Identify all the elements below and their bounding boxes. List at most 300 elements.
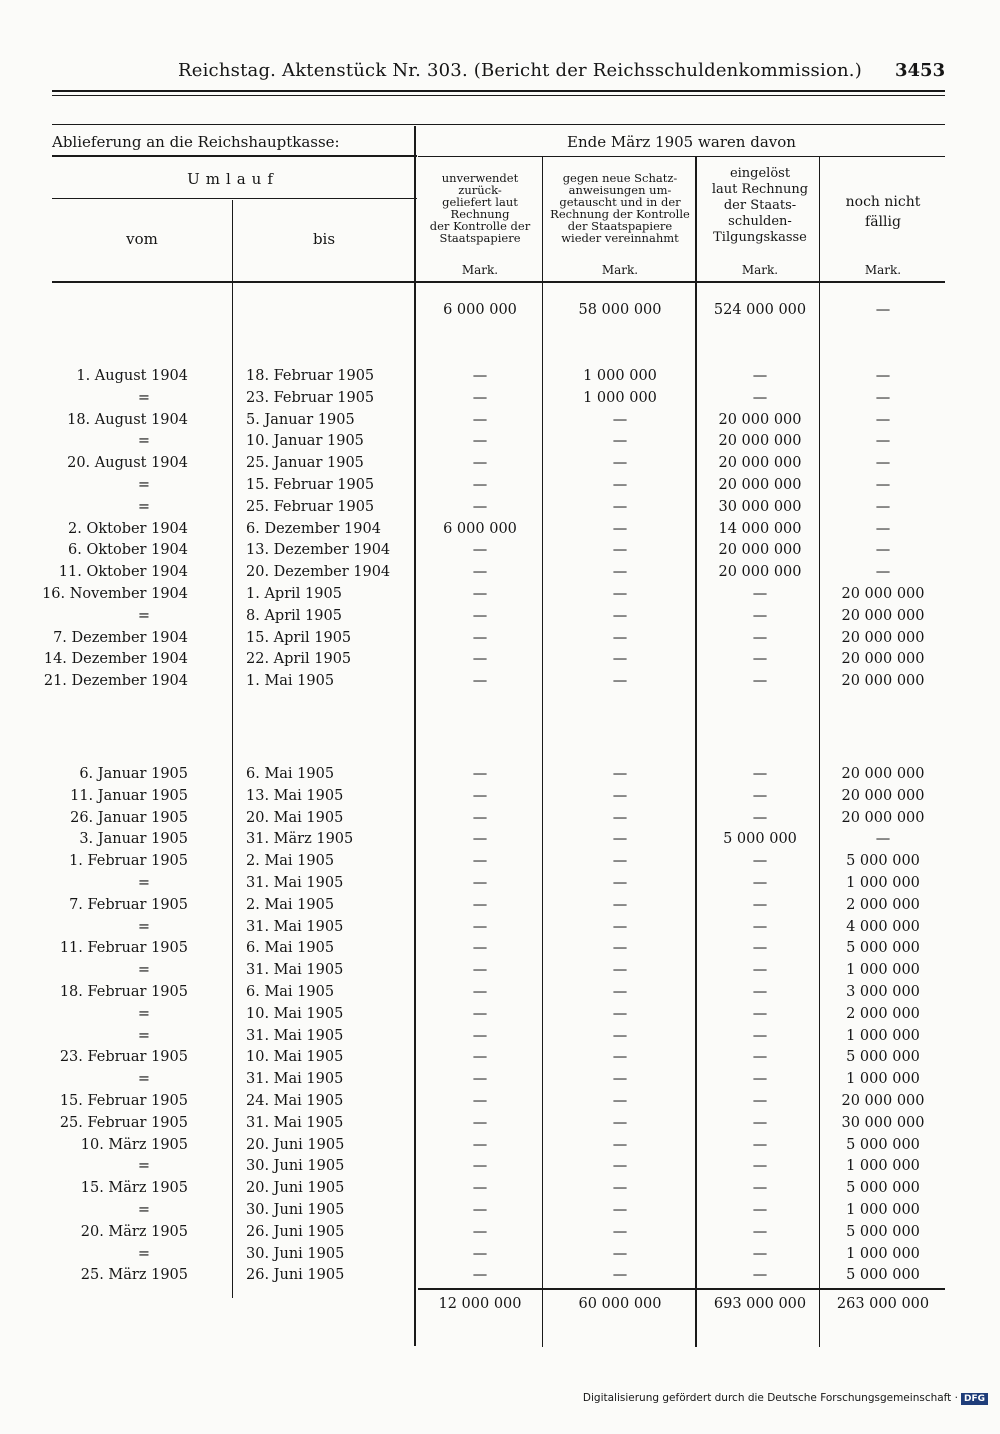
cell-vom: 1. August 1904	[76, 368, 188, 384]
cell-vom: =	[137, 477, 150, 493]
cell-amount: —	[612, 564, 628, 581]
cell-amount: 5 000 000	[846, 940, 920, 957]
cell-amount: 4 000 000	[846, 918, 920, 935]
cell-amount: 1 000 000	[846, 1245, 920, 1262]
cell-amount: —	[752, 629, 768, 646]
header-rule-top	[52, 90, 945, 92]
cell-amount: 20 000 000	[841, 651, 925, 668]
cell-bis: 1. April 1905	[246, 586, 342, 602]
cell-amount: —	[752, 940, 768, 957]
table-row	[0, 897, 1000, 919]
cell-amount: —	[612, 477, 628, 493]
cell-amount: 5 000 000	[846, 853, 920, 870]
cell-amount: —	[472, 607, 488, 624]
cell-vom: =	[137, 962, 150, 979]
table-row	[0, 368, 1000, 390]
cell-amount: —	[472, 766, 488, 782]
cell-amount: —	[752, 1245, 768, 1262]
cell-amount: —	[472, 368, 488, 384]
table-row	[0, 651, 1000, 673]
table-row	[0, 673, 1000, 695]
cell-vom: 16. November 1904	[42, 586, 188, 602]
cell-amount: —	[472, 809, 488, 826]
cell-amount: —	[472, 498, 488, 515]
cell-vom: =	[137, 607, 150, 624]
table-row	[0, 630, 1000, 652]
cell-bis: 30. Juni 1905	[246, 1202, 345, 1218]
cell-bis: 2. Mai 1905	[246, 853, 335, 870]
cell-amount: 20 000 000	[718, 455, 802, 472]
cell-amount: —	[875, 520, 891, 537]
cell-bis: 31. Mai 1905	[246, 962, 344, 979]
cell-bis: 31. Mai 1905	[246, 918, 344, 935]
cell-amount: —	[752, 1114, 768, 1131]
table-row	[0, 984, 1000, 1006]
cell-amount: 14 000 000	[718, 520, 802, 537]
dfg-logo: DFG	[961, 1393, 988, 1405]
cell-amount: —	[612, 962, 628, 979]
cell-bis: 31. Mai 1905	[246, 1114, 344, 1131]
cell-vom: =	[137, 1027, 150, 1044]
cell-vom: =	[137, 498, 150, 515]
cell-vom: 23. Februar 1905	[59, 1049, 188, 1066]
table-row	[0, 1202, 1000, 1224]
cell-vom: =	[137, 433, 150, 450]
cell-bis: 18. Februar 1905	[246, 368, 375, 384]
left-header: Ablieferung an die Reichshauptkasse:	[52, 133, 340, 151]
cell-bis: 31. Mai 1905	[246, 1071, 344, 1088]
table-row	[0, 412, 1000, 434]
cell-vom: 7. Februar 1905	[69, 896, 188, 913]
cell-amount: —	[472, 673, 488, 690]
first-summary-row	[0, 302, 1000, 324]
cell-amount: —	[752, 984, 768, 1000]
cell-vom: =	[137, 389, 150, 406]
cell-amount: 20 000 000	[841, 673, 925, 690]
cell-amount: —	[612, 1245, 628, 1262]
cell-amount: —	[875, 389, 891, 406]
cell-bis: 13. Dezember 1904	[246, 542, 391, 559]
cell-amount: —	[472, 831, 488, 848]
cell-amount: —	[472, 542, 488, 559]
table-row	[0, 766, 1000, 788]
cell-bis: 24. Mai 1905	[246, 1093, 344, 1109]
cell-amount: —	[752, 651, 768, 668]
cell-amount: —	[752, 1202, 768, 1218]
table-row	[0, 390, 1000, 412]
cell-bis: 13. Mai 1905	[246, 787, 344, 804]
cell-amount: —	[875, 564, 891, 581]
cell-bis: 1. Mai 1905	[246, 673, 335, 690]
cell-bis: 15. April 1905	[246, 629, 352, 646]
cell-amount: —	[472, 1049, 488, 1066]
cell-amount: —	[875, 831, 891, 848]
col1-header: unverwendet zurück- geliefert laut Rechnung der Kontrolle der Staatspapiere	[429, 171, 531, 245]
cell-amount: 1 000 000	[846, 875, 920, 891]
cell-amount: 20 000 000	[841, 629, 925, 646]
cell-amount: 5 000 000	[846, 1267, 920, 1284]
footer-text: Digitalisierung gefördert durch die Deutsche Forschungsgemeinschaft ·	[582, 1392, 958, 1404]
table-row	[0, 499, 1000, 521]
cell-vom: =	[137, 918, 150, 935]
table-row	[0, 919, 1000, 941]
col4-unit: Mark.	[864, 263, 902, 277]
cell-vom: 1. Februar 1905	[69, 853, 188, 870]
cell-amount: 20 000 000	[718, 411, 802, 428]
col3-unit: Mark.	[741, 263, 779, 277]
cell-amount: —	[472, 984, 488, 1000]
cell-amount: —	[612, 1158, 628, 1175]
table-row	[0, 608, 1000, 630]
cell-amount: —	[612, 766, 628, 782]
cell-amount: —	[612, 940, 628, 957]
cell-amount: 20 000 000	[841, 766, 925, 782]
cell-amount: —	[612, 787, 628, 804]
page-header	[0, 60, 1000, 86]
table-row	[0, 1267, 1000, 1289]
cell-amount: 20 000 000	[841, 1093, 925, 1109]
cell-amount: —	[472, 564, 488, 581]
cell-amount: —	[752, 1158, 768, 1175]
cell-bis: 31. Mai 1905	[246, 875, 344, 891]
cell-bis: 20. Mai 1905	[246, 809, 344, 826]
table-row	[0, 1246, 1000, 1268]
cell-amount: 20 000 000	[841, 787, 925, 804]
cell-bis: 26. Juni 1905	[246, 1223, 345, 1240]
table-row	[0, 1071, 1000, 1093]
cell-amount: —	[472, 1158, 488, 1175]
table-row	[0, 1224, 1000, 1246]
cell-amount: —	[875, 433, 891, 450]
table-row	[0, 875, 1000, 897]
cell-amount: 2 000 000	[846, 1005, 920, 1022]
cell-bis: 10. Mai 1905	[246, 1005, 344, 1022]
cell-vom: 11. Februar 1905	[59, 940, 188, 957]
table-row	[0, 1180, 1000, 1202]
cell-amount: —	[472, 1245, 488, 1262]
cell-vom: =	[137, 875, 150, 891]
cell-amount: 20 000 000	[718, 433, 802, 450]
cell-amount: 1 000 000	[846, 1202, 920, 1218]
cell-bis: 23. Februar 1905	[246, 389, 375, 406]
cell-amount: 3 000 000	[846, 984, 920, 1000]
cell-amount: —	[612, 455, 628, 472]
cell-amount: —	[752, 896, 768, 913]
cell-amount: 58 000 000	[578, 302, 662, 318]
total-amount: 12 000 000	[438, 1296, 522, 1312]
col4-header: noch nicht fällig	[845, 194, 921, 230]
cell-bis: 30. Juni 1905	[246, 1158, 345, 1175]
cell-bis: 2. Mai 1905	[246, 896, 335, 913]
cell-vom: 10. März 1905	[80, 1136, 188, 1153]
cell-amount: —	[612, 673, 628, 690]
table-row	[0, 521, 1000, 543]
cell-amount: 20 000 000	[841, 586, 925, 602]
cell-amount: 30 000 000	[718, 498, 802, 515]
cell-amount: —	[612, 1267, 628, 1284]
total-amount: 263 000 000	[836, 1296, 930, 1312]
table-row	[0, 1049, 1000, 1071]
cell-amount: —	[752, 809, 768, 826]
table-row	[0, 586, 1000, 608]
table-row	[0, 1006, 1000, 1028]
cell-amount: —	[752, 1027, 768, 1044]
cell-amount: —	[752, 766, 768, 782]
cell-amount: —	[612, 1005, 628, 1022]
cell-vom: 11. Oktober 1904	[58, 564, 188, 581]
cell-amount: 1 000 000	[846, 962, 920, 979]
cell-amount: —	[752, 918, 768, 935]
cell-amount: —	[472, 1093, 488, 1109]
cell-amount: —	[752, 1223, 768, 1240]
cell-vom: 25. Februar 1905	[59, 1114, 188, 1131]
cell-amount: —	[612, 1027, 628, 1044]
cell-amount: 5 000 000	[846, 1180, 920, 1197]
cell-bis: 25. Februar 1905	[246, 498, 375, 515]
cell-amount: 20 000 000	[718, 542, 802, 559]
cell-vom: 25. März 1905	[80, 1267, 188, 1284]
cell-amount: 20 000 000	[841, 607, 925, 624]
cell-bis: 10. Mai 1905	[246, 1049, 344, 1066]
cell-amount: —	[612, 1049, 628, 1066]
cell-amount: —	[875, 302, 891, 318]
cell-amount: —	[875, 542, 891, 559]
cell-bis: 10. Januar 1905	[246, 433, 364, 450]
cell-amount: 1 000 000	[583, 389, 657, 406]
cell-amount: —	[612, 1071, 628, 1088]
totals-row	[0, 1296, 1000, 1318]
cell-amount: —	[752, 1005, 768, 1022]
cell-amount: —	[472, 1027, 488, 1044]
cell-amount: 6 000 000	[443, 520, 517, 537]
table-row	[0, 433, 1000, 455]
table-row	[0, 788, 1000, 810]
cell-amount: 20 000 000	[841, 809, 925, 826]
cell-amount: —	[875, 368, 891, 384]
cell-amount: —	[472, 875, 488, 891]
cell-amount: —	[752, 1093, 768, 1109]
cell-vom: 14. Dezember 1904	[43, 651, 188, 668]
cell-amount: 1 000 000	[846, 1158, 920, 1175]
cell-amount: —	[472, 1136, 488, 1153]
cell-amount: 30 000 000	[841, 1114, 925, 1131]
cell-amount: 5 000 000	[846, 1223, 920, 1240]
cell-amount: —	[472, 940, 488, 957]
col1-unit: Mark.	[461, 263, 499, 277]
cell-amount: —	[875, 477, 891, 493]
cell-amount: 20 000 000	[718, 564, 802, 581]
cell-bis: 6. Mai 1905	[246, 984, 335, 1000]
cell-vom: 18. Februar 1905	[59, 984, 188, 1000]
cell-amount: —	[612, 651, 628, 668]
header-rule-bottom	[52, 95, 945, 96]
cell-amount: —	[752, 368, 768, 384]
cell-bis: 20. Dezember 1904	[246, 564, 391, 581]
cell-amount: —	[875, 498, 891, 515]
cell-vom: =	[137, 1005, 150, 1022]
cell-amount: —	[752, 962, 768, 979]
cell-amount: —	[472, 1223, 488, 1240]
cell-vom: 6. Oktober 1904	[68, 542, 188, 559]
cell-amount: —	[752, 1136, 768, 1153]
cell-amount: —	[472, 1267, 488, 1284]
cell-amount: —	[612, 875, 628, 891]
umlauf-rule	[52, 198, 417, 199]
cell-amount: —	[472, 586, 488, 602]
cell-vom: 6. Januar 1905	[79, 766, 188, 782]
cell-amount: 2 000 000	[846, 896, 920, 913]
cell-amount: 6 000 000	[443, 302, 517, 318]
cell-vom: 21. Dezember 1904	[43, 673, 188, 690]
cell-amount: —	[752, 586, 768, 602]
cell-vom: 7. Dezember 1904	[53, 629, 188, 646]
table-row	[0, 940, 1000, 962]
cell-amount: —	[472, 433, 488, 450]
cell-amount: —	[612, 1136, 628, 1153]
umlauf-header: Umlauf	[187, 170, 279, 188]
col2-unit: Mark.	[601, 263, 639, 277]
bis-header: bis	[312, 230, 336, 248]
cell-amount: —	[612, 433, 628, 450]
cell-amount: —	[612, 1202, 628, 1218]
cell-amount: 5 000 000	[723, 831, 797, 848]
page-title: Reichstag. Aktenstück Nr. 303. (Bericht der Reichsschuldenkommission.)	[178, 60, 862, 81]
vom-header: vom	[126, 230, 158, 248]
cell-bis: 6. Mai 1905	[246, 940, 335, 957]
cell-amount: —	[612, 586, 628, 602]
cell-bis: 8. April 1905	[246, 607, 342, 624]
table-row	[0, 962, 1000, 984]
cell-amount: —	[612, 1180, 628, 1197]
col2-header: gegen neue Schatz- anweisungen um- getauscht und in der Rechnung der Kontrolle der Staatspapiere wieder vereinnahmt	[550, 171, 690, 245]
cell-amount: —	[472, 455, 488, 472]
cell-amount: —	[752, 1049, 768, 1066]
cell-vom: =	[137, 1202, 150, 1218]
cell-amount: —	[472, 1071, 488, 1088]
cell-amount: —	[875, 455, 891, 472]
cell-vom: 20. März 1905	[80, 1223, 188, 1240]
cell-amount: —	[612, 1114, 628, 1131]
cell-bis: 5. Januar 1905	[246, 411, 355, 428]
cell-amount: —	[612, 629, 628, 646]
table-top-rule	[52, 124, 945, 125]
cell-vom: 11. Januar 1905	[70, 787, 188, 804]
cell-amount: —	[472, 1005, 488, 1022]
cell-amount: —	[612, 542, 628, 559]
total-amount: 693 000 000	[713, 1296, 807, 1312]
table-row	[0, 1115, 1000, 1137]
cell-amount: —	[612, 498, 628, 515]
cell-amount: —	[472, 918, 488, 935]
cell-amount: —	[752, 1180, 768, 1197]
cell-amount: —	[472, 962, 488, 979]
cell-amount: —	[752, 389, 768, 406]
cell-amount: —	[472, 1114, 488, 1131]
cell-amount: —	[752, 1071, 768, 1088]
cell-bis: 20. Juni 1905	[246, 1136, 345, 1153]
cell-vom: 15. März 1905	[80, 1180, 188, 1197]
table-row	[0, 1137, 1000, 1159]
table-row	[0, 831, 1000, 853]
cell-amount: 524 000 000	[713, 302, 807, 318]
cell-amount: —	[472, 787, 488, 804]
cell-amount: —	[752, 853, 768, 870]
cell-amount: —	[472, 1180, 488, 1197]
cell-bis: 30. Juni 1905	[246, 1245, 345, 1262]
cell-amount: —	[612, 984, 628, 1000]
cell-amount: —	[612, 1223, 628, 1240]
col3-header: eingelöst laut Rechnung der Staats- schulden- Tilgungskasse	[711, 166, 809, 245]
page-number: 3453	[895, 60, 946, 81]
cell-amount: —	[612, 809, 628, 826]
table-row	[0, 1028, 1000, 1050]
cell-bis: 6. Mai 1905	[246, 766, 335, 782]
right-header-rule	[418, 156, 945, 157]
cell-amount: —	[612, 853, 628, 870]
table-row	[0, 1093, 1000, 1115]
column-head-rule	[52, 281, 945, 283]
table-row	[0, 810, 1000, 832]
cell-amount: —	[612, 831, 628, 848]
table-row	[0, 564, 1000, 586]
cell-amount: —	[612, 411, 628, 428]
cell-amount: —	[612, 1093, 628, 1109]
cell-vom: 26. Januar 1905	[70, 809, 188, 826]
right-header: Ende März 1905 waren davon	[567, 133, 796, 151]
table-row	[0, 1158, 1000, 1180]
left-header-rule	[52, 155, 417, 157]
cell-amount: —	[752, 673, 768, 690]
cell-amount: —	[472, 411, 488, 428]
cell-vom: =	[137, 1158, 150, 1175]
total-amount: 60 000 000	[578, 1296, 662, 1312]
cell-bis: 31. März 1905	[246, 831, 354, 848]
cell-vom: 20. August 1904	[67, 455, 188, 472]
cell-bis: 26. Juni 1905	[246, 1267, 345, 1284]
cell-amount: 1 000 000	[846, 1071, 920, 1088]
cell-amount: 1 000 000	[846, 1027, 920, 1044]
cell-amount: —	[472, 389, 488, 406]
cell-amount: —	[612, 918, 628, 935]
cell-amount: —	[472, 1202, 488, 1218]
cell-amount: —	[752, 787, 768, 804]
cell-amount: —	[752, 875, 768, 891]
cell-vom: 3. Januar 1905	[79, 831, 188, 848]
cell-amount: —	[875, 411, 891, 428]
cell-bis: 25. Januar 1905	[246, 455, 364, 472]
cell-bis: 15. Februar 1905	[246, 477, 375, 493]
table-row	[0, 542, 1000, 564]
cell-amount: —	[472, 651, 488, 668]
footer-credit	[583, 1392, 988, 1405]
cell-amount: —	[472, 477, 488, 493]
cell-amount: —	[472, 629, 488, 646]
cell-vom: =	[137, 1245, 150, 1262]
cell-vom: =	[137, 1071, 150, 1088]
cell-bis: 31. Mai 1905	[246, 1027, 344, 1044]
cell-amount: —	[612, 896, 628, 913]
cell-vom: 15. Februar 1905	[59, 1093, 188, 1109]
cell-amount: —	[752, 607, 768, 624]
cell-vom: 18. August 1904	[67, 411, 188, 428]
cell-amount: 20 000 000	[718, 477, 802, 493]
table-row	[0, 853, 1000, 875]
cell-amount: 1 000 000	[583, 368, 657, 384]
table-row	[0, 477, 1000, 499]
cell-amount: —	[472, 853, 488, 870]
cell-amount: 5 000 000	[846, 1136, 920, 1153]
cell-amount: —	[472, 896, 488, 913]
